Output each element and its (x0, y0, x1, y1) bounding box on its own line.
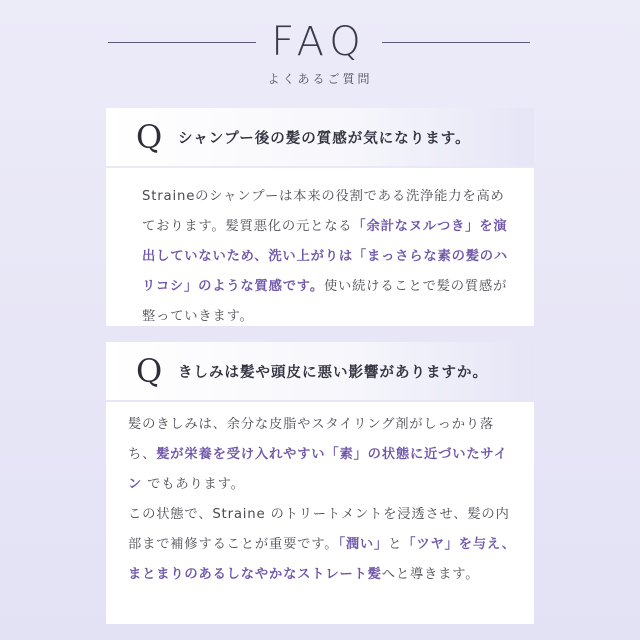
answer-highlight: 髪が栄養を受け入れやすい「素」の状態に近づいたサイン (128, 447, 508, 492)
q-mark-icon: Q (136, 352, 163, 390)
question-text: きしみは髪や頭皮に悪い影響がありますか。 (178, 365, 488, 381)
header-rule-left (108, 42, 256, 43)
header-rule-right (382, 42, 530, 43)
answer-highlight: 「ツヤ」を与え、まとまりのあるしなやかなストレート髪 (128, 537, 516, 582)
faq-item-2 (106, 342, 534, 624)
answer-text-part: この状態で、Straine のトリートメントを浸透させ、髪の内部まで補修することが重要です。 (128, 507, 510, 552)
page-subtitle: よくあるご質問 (267, 72, 373, 86)
answer-text-part: と (388, 537, 403, 552)
q-mark-icon: Q (136, 118, 163, 156)
page-title: FAQ (271, 19, 367, 65)
question-bar (106, 342, 534, 400)
answer-text-part: 使い続けることで髪の質感が整っていきます。 (142, 279, 508, 324)
answer-text-part: Straineのシャンプーは本来の役割である洗浄能力を高めております。髪質悪化の元となる (142, 189, 505, 234)
answer-text-part: へと導きます。 (381, 567, 480, 582)
answer-text-part: 髪のきしみは、余分な皮脂やスタイリング剤がしっかり落ち、 (128, 417, 494, 462)
answer-text (142, 182, 514, 332)
answer-box (106, 402, 534, 624)
answer-highlight: 「潤い」 (338, 537, 389, 552)
question-text: シャンプー後の髪の質感が気になります。 (178, 131, 471, 147)
answer-text-part: でもあります。 (142, 477, 245, 492)
answer-highlight: 「余計なヌルつき」を演出していないため、洗い上がりは「まっさらな素の髪のハリコシ」のような質感です。 (142, 219, 508, 294)
answer-text (128, 410, 520, 590)
question-bar (106, 108, 534, 166)
faq-header (0, 0, 640, 100)
answer-box (106, 168, 534, 326)
faq-item-1 (106, 108, 534, 326)
